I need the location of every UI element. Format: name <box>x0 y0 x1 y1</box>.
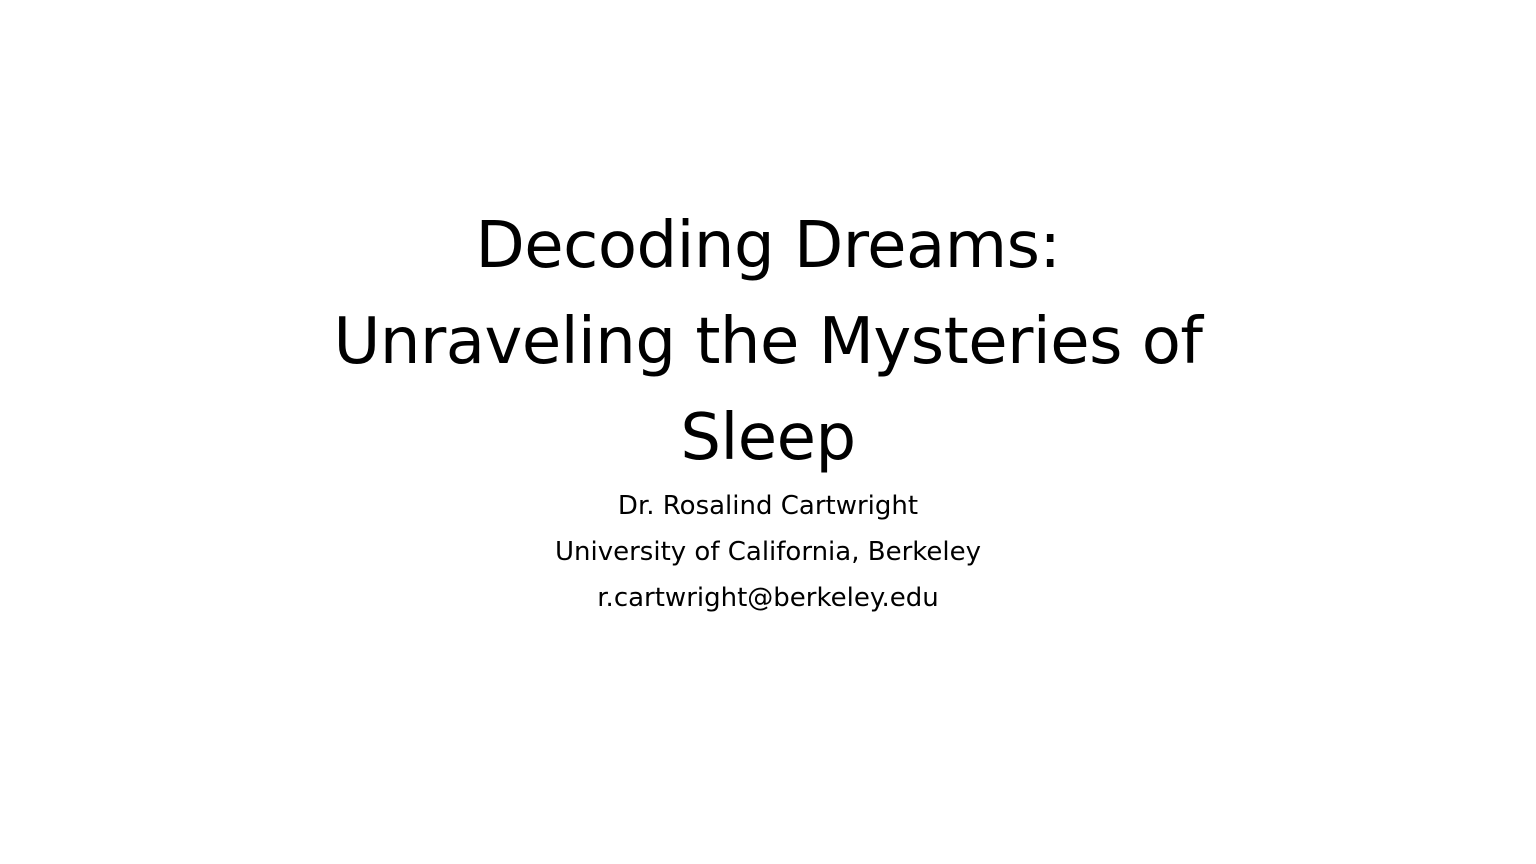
title-line-3: Sleep <box>680 401 856 475</box>
presenter-name: Dr. Rosalind Cartwright <box>617 491 919 521</box>
presenter-affiliation: University of California, Berkeley <box>555 537 981 567</box>
presenter-email: r.cartwright@berkeley.edu <box>597 583 939 613</box>
slide-title <box>0 198 1536 486</box>
title-line-1: Decoding Dreams: <box>475 209 1061 283</box>
title-line-2: Unraveling the Mysteries of <box>333 305 1203 379</box>
slide-subtitle <box>0 483 1536 621</box>
